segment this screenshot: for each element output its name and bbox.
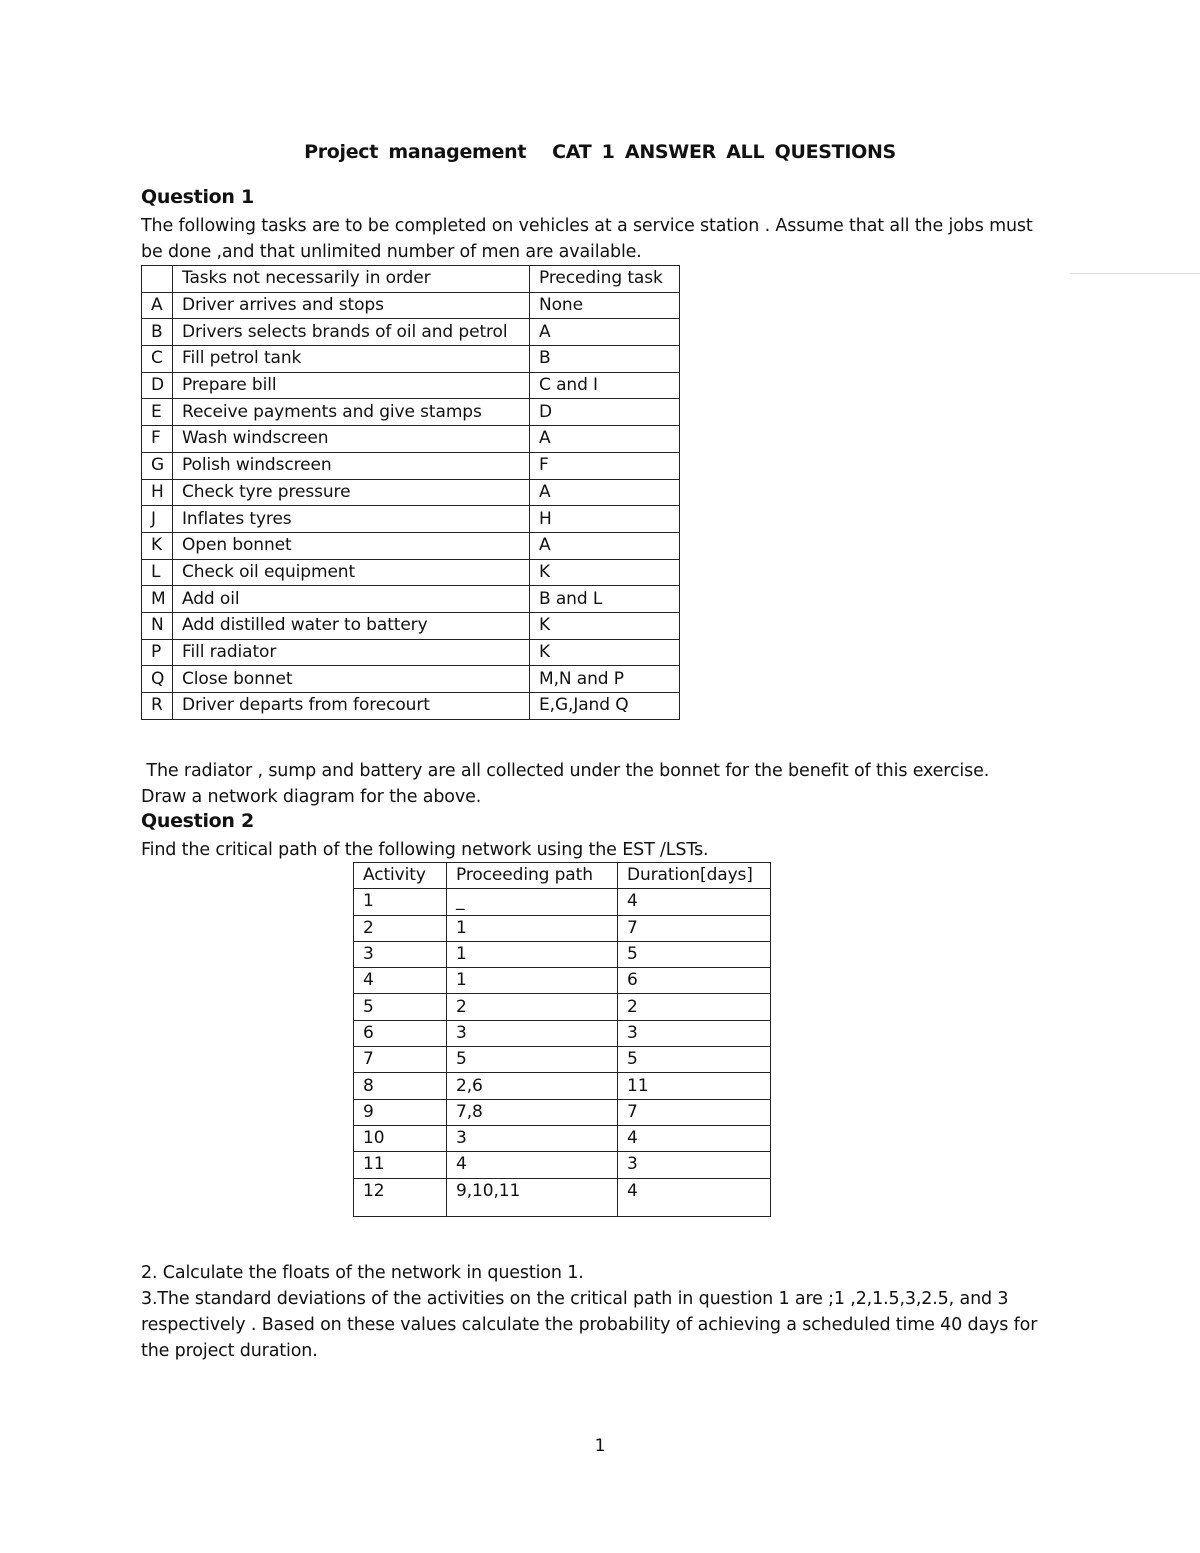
task-row [142,586,680,613]
table-cell: None [530,292,680,319]
task-row [142,559,680,586]
table-cell: 6 [354,1020,447,1046]
table-cell: M [142,586,173,613]
extra-line: 2. Calculate the floats of the network in question 1. [141,1263,584,1283]
activity-row [354,1073,771,1099]
table-cell: A [530,532,680,559]
table-cell: L [142,559,173,586]
task-row [142,612,680,639]
table-cell: D [142,372,173,399]
table-cell: F [142,426,173,453]
table-cell: 1 [354,889,447,915]
table-cell: Add distilled water to battery [173,612,530,639]
title-exam: CAT 1 ANSWER ALL QUESTIONS [552,141,896,163]
question-1-heading: Question 1 [141,186,254,208]
table-cell: 1 [447,968,618,994]
table-cell: M,N and P [530,666,680,693]
table-cell: K [530,559,680,586]
table-cell: 2 [447,994,618,1020]
activity-row [354,1047,771,1073]
page-title [0,141,1200,163]
table-cell: Open bonnet [173,532,530,559]
activity-table [353,862,771,1217]
margin-rule [1070,273,1200,274]
table-cell: Receive payments and give stamps [173,399,530,426]
table-cell: 2 [354,915,447,941]
table-cell: 10 [354,1125,447,1151]
table-cell: N [142,612,173,639]
activity-row [354,968,771,994]
table-cell: D [530,399,680,426]
table-cell: K [530,639,680,666]
table-cell: K [142,532,173,559]
intro-line: The following tasks are to be completed on vehicles at a service station . Assume that all the jobs must [141,216,1033,236]
table-cell: Driver arrives and stops [173,292,530,319]
task-row [142,693,680,720]
table-cell: 6 [618,968,771,994]
task-row [142,452,680,479]
table-cell: 4 [447,1152,618,1178]
table-cell: H [142,479,173,506]
header-cell: Tasks not necessarily in order [173,266,530,293]
table-cell: E [142,399,173,426]
title-course: Project management [304,141,527,163]
table-cell: 5 [618,941,771,967]
table-cell: 1 [447,915,618,941]
table-cell: Check oil equipment [173,559,530,586]
table-header-row [142,266,680,293]
table-cell: Add oil [173,586,530,613]
table-cell: 9 [354,1099,447,1125]
activity-row [354,1178,771,1216]
table-cell: Wash windscreen [173,426,530,453]
table-cell: 4 [354,968,447,994]
header-cell: Preceding task [530,266,680,293]
table-cell: 9,10,11 [447,1178,618,1216]
table-cell: C and I [530,372,680,399]
table-header-row [354,863,771,889]
table-cell: 4 [618,889,771,915]
table-cell: Prepare bill [173,372,530,399]
table-cell: 4 [618,1178,771,1216]
activity-row [354,994,771,1020]
table-cell: 3 [618,1152,771,1178]
table-cell: 2 [618,994,771,1020]
table-cell: 1 [447,941,618,967]
table-cell: Fill radiator [173,639,530,666]
table-cell: Q [142,666,173,693]
table-cell: 7 [618,915,771,941]
task-row [142,426,680,453]
task-row [142,346,680,373]
table-cell: K [530,612,680,639]
task-row [142,319,680,346]
table-cell: R [142,693,173,720]
table-cell: 2,6 [447,1073,618,1099]
page-number: 1 [594,1436,606,1456]
table-cell: _ [447,889,618,915]
activity-row [354,1125,771,1151]
table-cell: C [142,346,173,373]
table-cell: 12 [354,1178,447,1216]
task-row [142,532,680,559]
extra-line: 3.The standard deviations of the activities on the critical path in question 1 are ;1 ,2,1.5,3,2.5, and 3 [141,1289,1009,1309]
table-cell: Driver departs from forecourt [173,693,530,720]
table-cell: Polish windscreen [173,452,530,479]
activity-row [354,1099,771,1125]
activity-row [354,915,771,941]
table-cell: Fill petrol tank [173,346,530,373]
table-cell: 5 [354,994,447,1020]
extra-questions [141,1260,1037,1364]
intro-line: be done ,and that unlimited number of men are available. [141,242,642,262]
activity-row [354,941,771,967]
extra-line: the project duration. [141,1341,318,1361]
note-line: Draw a network diagram for the above. [141,787,482,807]
table-cell: A [530,479,680,506]
table-cell: 3 [354,941,447,967]
table-cell: 8 [354,1073,447,1099]
task-row [142,399,680,426]
table-cell: B and L [530,586,680,613]
table-cell: A [530,319,680,346]
question-2-intro: Find the critical path of the following network using the EST /LSTs. [141,840,709,860]
table-cell: H [530,506,680,533]
table-cell: 5 [618,1047,771,1073]
table-cell: 3 [618,1020,771,1046]
table-cell: A [142,292,173,319]
task-row [142,666,680,693]
header-cell [142,266,173,293]
task-row [142,479,680,506]
note-line: The radiator , sump and battery are all collected under the bonnet for the benefit of this exercise. [141,761,990,781]
table-cell: P [142,639,173,666]
table-cell: J [142,506,173,533]
table-cell: 7,8 [447,1099,618,1125]
table-cell: 7 [354,1047,447,1073]
table-cell: F [530,452,680,479]
extra-line: respectively . Based on these values calculate the probability of achieving a scheduled time 40 days for [141,1315,1038,1335]
table-cell: Close bonnet [173,666,530,693]
task-row [142,292,680,319]
table-cell: Check tyre pressure [173,479,530,506]
table-cell: E,G,Jand Q [530,693,680,720]
table-cell: 11 [354,1152,447,1178]
activity-row [354,1020,771,1046]
question-1-note [141,758,989,810]
table-cell: 7 [618,1099,771,1125]
table-cell: Inflates tyres [173,506,530,533]
table-cell: 11 [618,1073,771,1099]
table-cell: G [142,452,173,479]
header-cell: Activity [354,863,447,889]
activity-row [354,889,771,915]
task-table [141,265,680,720]
table-cell: B [142,319,173,346]
activity-row [354,1152,771,1178]
header-cell: Proceeding path [447,863,618,889]
table-cell: 5 [447,1047,618,1073]
table-cell: Drivers selects brands of oil and petrol [173,319,530,346]
task-row [142,639,680,666]
table-cell: 3 [447,1020,618,1046]
table-cell: 4 [618,1125,771,1151]
table-cell: A [530,426,680,453]
table-cell: B [530,346,680,373]
table-cell: 3 [447,1125,618,1151]
task-row [142,372,680,399]
task-row [142,506,680,533]
question-1-intro [141,213,1033,265]
header-cell: Duration[days] [618,863,771,889]
question-2-heading: Question 2 [141,810,254,832]
